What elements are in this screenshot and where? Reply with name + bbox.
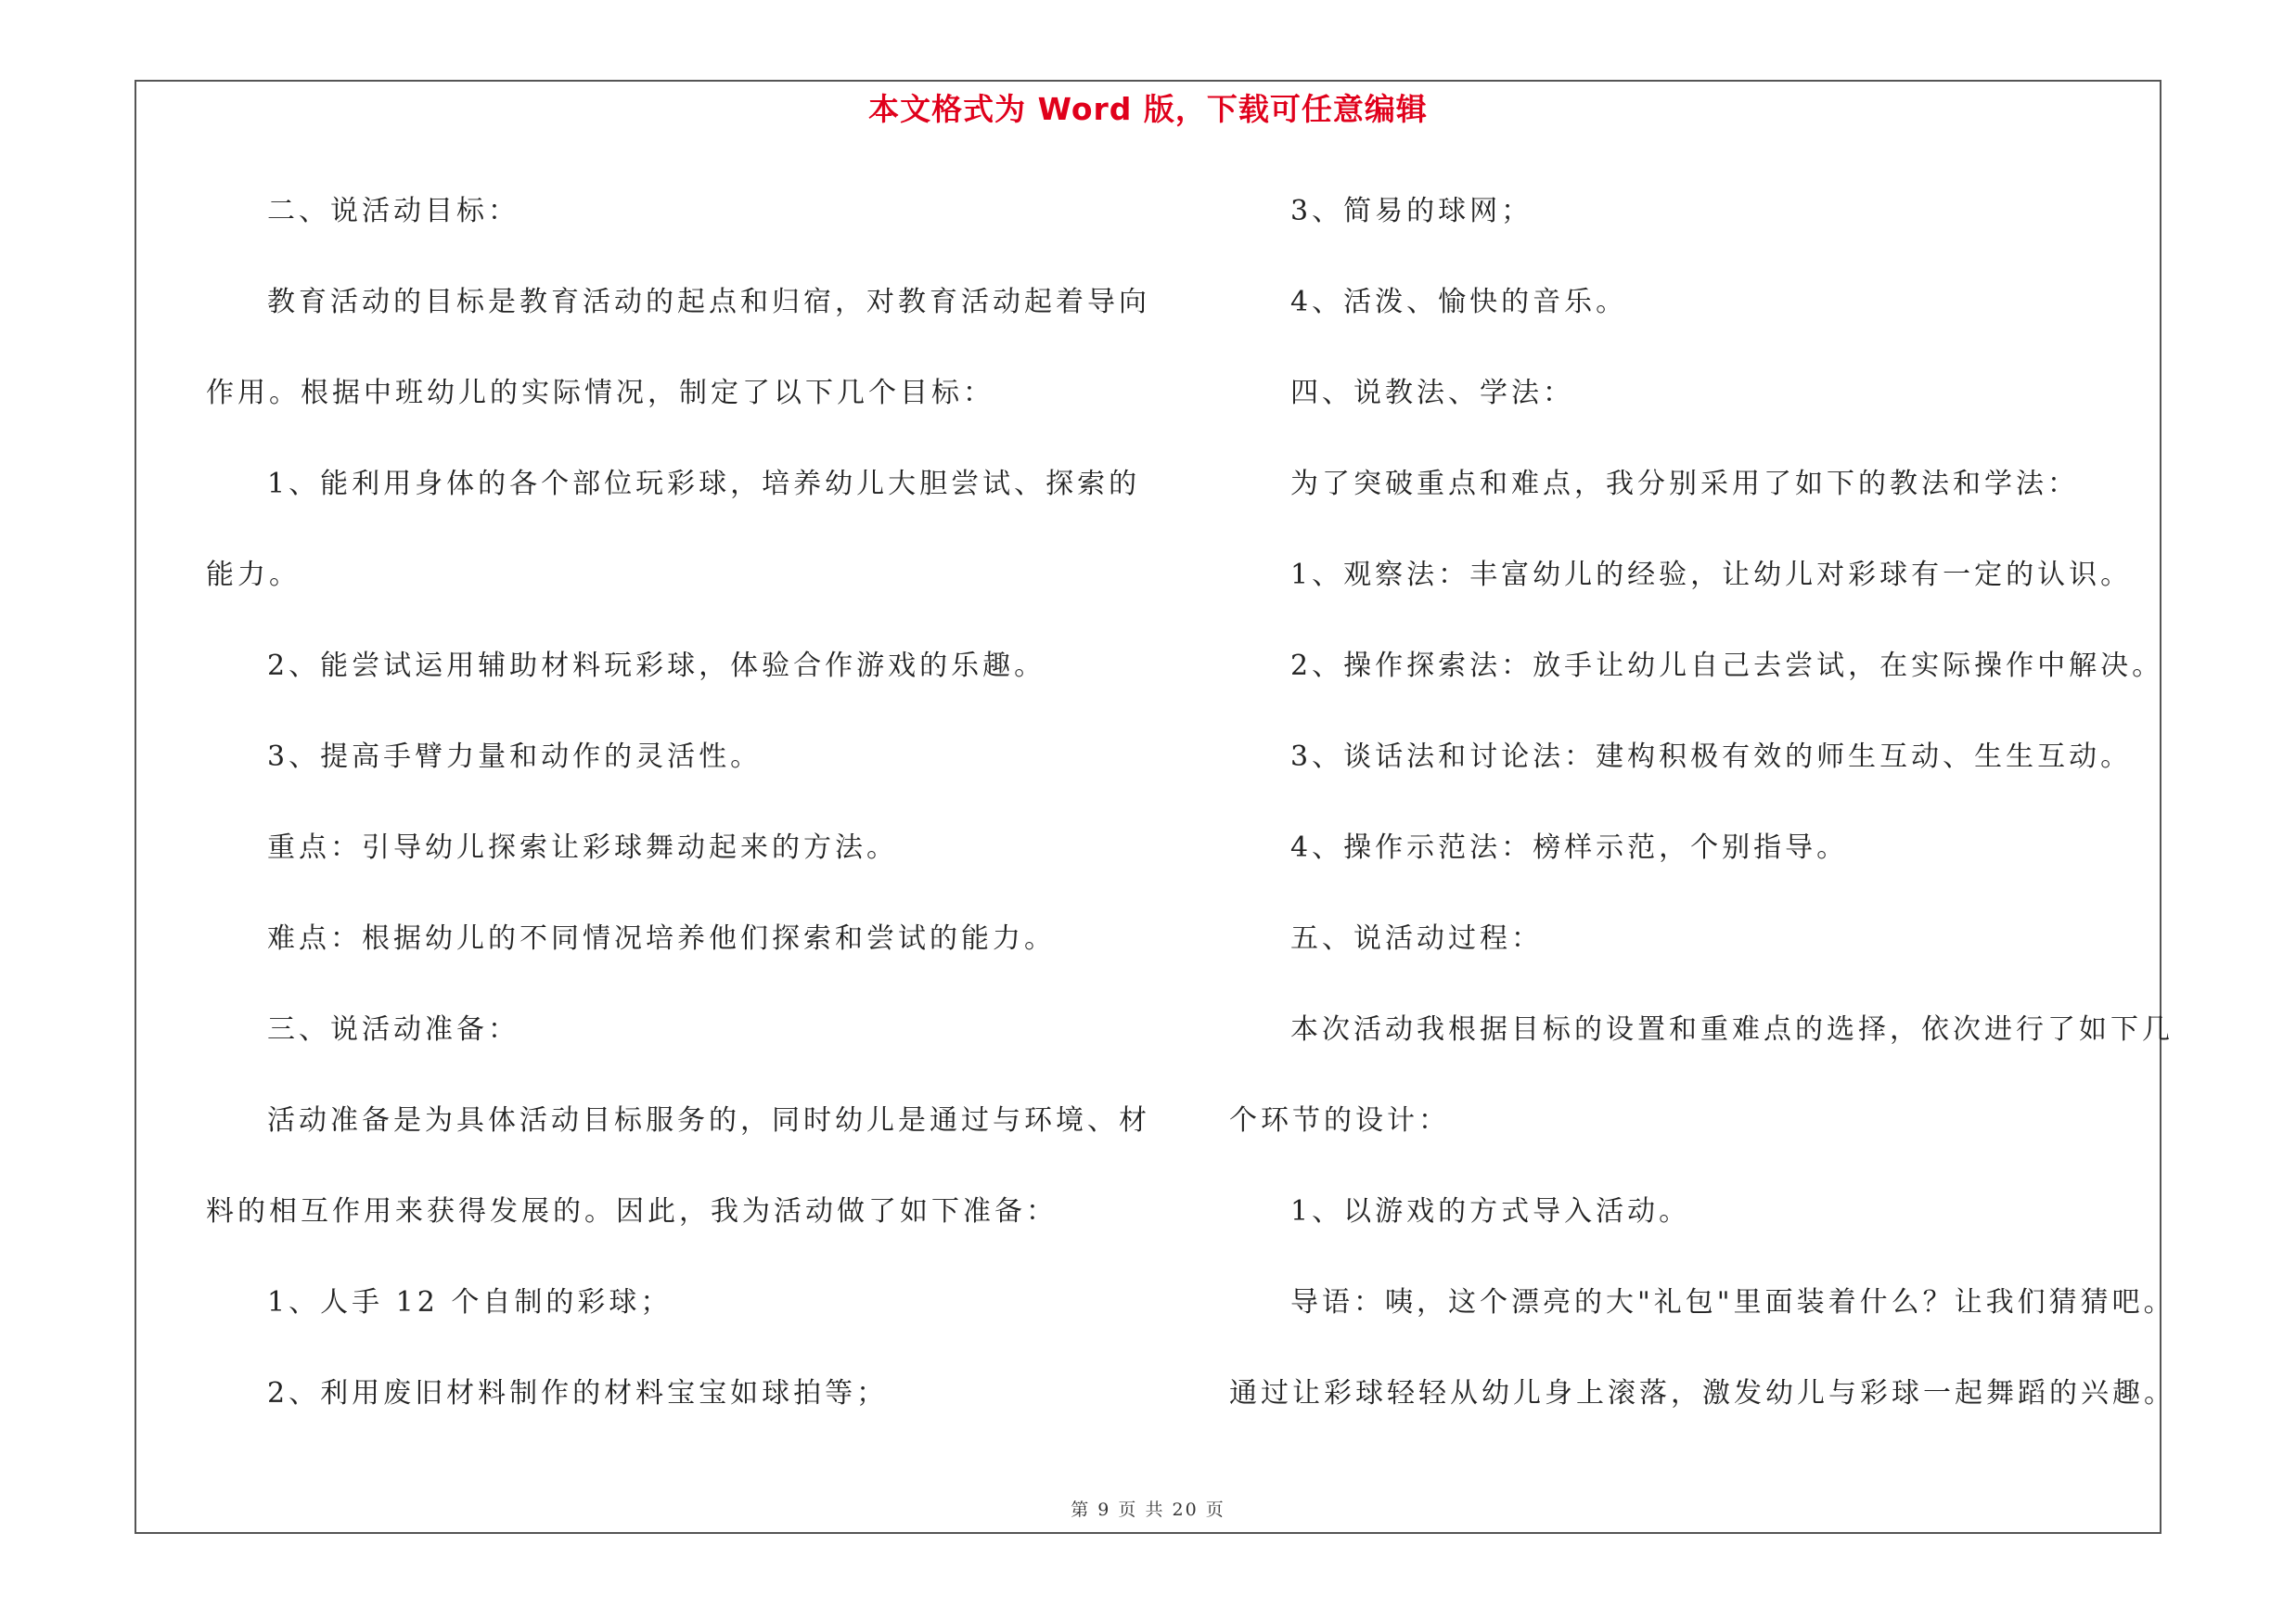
list-item: 3、简易的球网；: [1290, 195, 1533, 227]
difficult-point: 难点：根据幼儿的不同情况培养他们探索和尝试的能力。: [267, 922, 1056, 955]
paragraph-line: 个环节的设计：: [1229, 1104, 1450, 1137]
list-item: 1、观察法：丰富幼儿的经验，让幼儿对彩球有一定的认识。: [1290, 559, 2133, 591]
key-point: 重点：引导幼儿探索让彩球舞动起来的方法。: [267, 831, 898, 864]
format-notice: 本文格式为 Word 版，下载可任意编辑: [868, 91, 1428, 127]
dialogue-line: 导语：咦，这个漂亮的大"礼包"里面装着什么？让我们猜猜吧。: [1290, 1286, 2175, 1319]
section-heading: 四、说教法、学法：: [1290, 377, 1574, 409]
list-item: 3、提高手臂力量和动作的灵活性。: [267, 741, 763, 773]
list-item: 2、利用废旧材料制作的材料宝宝如球拍等；: [267, 1377, 889, 1410]
list-item: 2、能尝试运用辅助材料玩彩球，体验合作游戏的乐趣。: [267, 650, 1046, 682]
list-item-continuation: 能力。: [206, 559, 301, 591]
list-item: 4、活泼、愉快的音乐。: [1290, 286, 1628, 318]
list-item: 1、以游戏的方式导入活动。: [1290, 1195, 1691, 1228]
list-item: 2、操作探索法：放手让幼儿自己去尝试，在实际操作中解决。: [1290, 650, 2164, 682]
section-heading: 二、说活动目标：: [267, 195, 519, 227]
paragraph-line: 教育活动的目标是教育活动的起点和归宿，对教育活动起着导向: [267, 286, 1150, 318]
paragraph-line: 活动准备是为具体活动目标服务的，同时幼儿是通过与环境、材: [267, 1104, 1150, 1137]
paragraph-line: 通过让彩球轻轻从幼儿身上滚落，激发幼儿与彩球一起舞蹈的兴趣。: [1229, 1377, 2175, 1410]
list-item: 4、操作示范法：榜样示范，个别指导。: [1290, 831, 1849, 864]
paragraph-line: 为了突破重点和难点，我分别采用了如下的教法和学法：: [1290, 468, 2079, 500]
list-item: 3、谈话法和讨论法：建构积极有效的师生互动、生生互动。: [1290, 741, 2133, 773]
list-item: 1、人手 12 个自制的彩球；: [267, 1286, 673, 1319]
paragraph-line: 料的相互作用来获得发展的。因此，我为活动做了如下准备：: [206, 1195, 1058, 1228]
section-heading: 五、说活动过程：: [1290, 922, 1543, 955]
paragraph-line: 本次活动我根据目标的设置和重难点的选择，依次进行了如下几: [1290, 1013, 2174, 1046]
paragraph-line: 作用。根据中班幼儿的实际情况，制定了以下几个目标：: [206, 377, 994, 409]
list-item: 1、能利用身体的各个部位玩彩球，培养幼儿大胆尝试、探索的: [267, 468, 1141, 500]
section-heading: 三、说活动准备：: [267, 1013, 519, 1046]
page-number: 第 9 页 共 20 页: [1071, 1500, 1225, 1520]
